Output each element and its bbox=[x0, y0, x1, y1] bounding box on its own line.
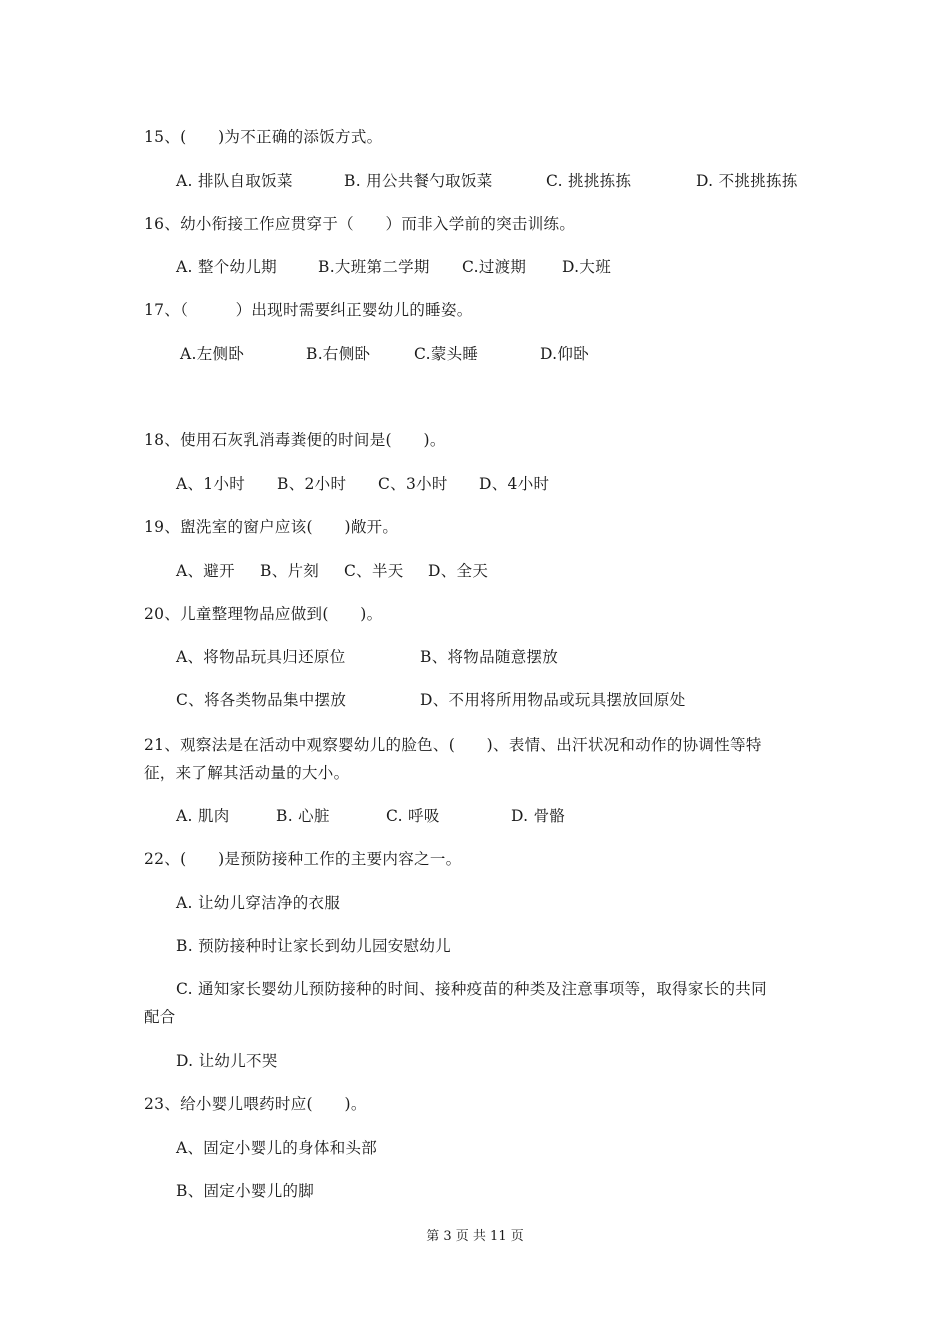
question-22-option-d: D. 让幼儿不哭 bbox=[176, 1052, 278, 1070]
question-21-stem-line-1: 21、观察法是在活动中观察婴幼儿的脸色、( )、表情、出汗状况和动作的协调性等特 bbox=[144, 736, 762, 754]
question-23-option-a: A、固定小婴儿的身体和头部 bbox=[176, 1139, 378, 1157]
question-15-option-c: C. 挑挑拣拣 bbox=[546, 172, 632, 190]
question-16-stem: 16、幼小衔接工作应贯穿于（ ）而非入学前的突击训练。 bbox=[144, 215, 576, 233]
question-16-option-d: D.大班 bbox=[562, 258, 612, 276]
question-20-option-b: B、将物品随意摆放 bbox=[420, 648, 559, 666]
question-15-option-a: A. 排队自取饭菜 bbox=[176, 172, 293, 190]
question-22-option-a: A. 让幼儿穿洁净的衣服 bbox=[176, 894, 341, 912]
question-18-option-d: D、4小时 bbox=[479, 475, 550, 493]
question-18-option-a: A、1小时 bbox=[176, 475, 246, 493]
question-20-option-a: A、将物品玩具归还原位 bbox=[176, 648, 346, 666]
question-17-stem: 17、（ ）出现时需要纠正婴幼儿的睡姿。 bbox=[144, 301, 473, 319]
question-21-option-a: A. 肌肉 bbox=[176, 807, 230, 825]
question-20-option-c: C、将各类物品集中摆放 bbox=[176, 691, 347, 709]
question-23-option-b: B、固定小婴儿的脚 bbox=[176, 1182, 315, 1200]
question-22-stem: 22、( )是预防接种工作的主要内容之一。 bbox=[144, 850, 462, 868]
question-19-stem: 19、盥洗室的窗户应该( )敞开。 bbox=[144, 518, 399, 536]
question-21-option-b: B. 心脏 bbox=[276, 807, 330, 825]
question-23-stem: 23、给小婴儿喂药时应( )。 bbox=[144, 1095, 367, 1113]
question-15-option-b: B. 用公共餐勺取饭菜 bbox=[344, 172, 493, 190]
question-19-option-a: A、避开 bbox=[176, 562, 235, 580]
question-17-option-c: C.蒙头睡 bbox=[414, 345, 479, 363]
page-number-footer: 第 3 页 共 11 页 bbox=[426, 1229, 524, 1244]
question-18-option-b: B、2小时 bbox=[277, 475, 347, 493]
question-17-option-a: A.左侧卧 bbox=[180, 345, 245, 363]
question-17-option-d: D.仰卧 bbox=[540, 345, 590, 363]
question-18-stem: 18、使用石灰乳消毒粪便的时间是( )。 bbox=[144, 431, 446, 449]
question-16-option-c: C.过渡期 bbox=[462, 258, 527, 276]
question-22-option-c-continued: 配合 bbox=[144, 1008, 176, 1026]
question-22-option-b: B. 预防接种时让家长到幼儿园安慰幼儿 bbox=[176, 937, 451, 955]
question-21-option-d: D. 骨骼 bbox=[511, 807, 566, 825]
question-22-option-c: C. 通知家长婴幼儿预防接种的时间、接种疫苗的种类及注意事项等，取得家长的共同 bbox=[176, 980, 767, 998]
question-19-option-b: B、片刻 bbox=[260, 562, 320, 580]
question-15-option-d: D. 不挑挑拣拣 bbox=[696, 172, 798, 190]
question-18-option-c: C、3小时 bbox=[378, 475, 448, 493]
question-20-stem: 20、儿童整理物品应做到( )。 bbox=[144, 605, 383, 623]
question-21-option-c: C. 呼吸 bbox=[386, 807, 440, 825]
question-17-option-b: B.右侧卧 bbox=[306, 345, 371, 363]
question-20-option-d: D、不用将所用物品或玩具摆放回原处 bbox=[420, 691, 686, 709]
question-16-option-a: A. 整个幼儿期 bbox=[176, 258, 277, 276]
question-19-option-c: C、半天 bbox=[344, 562, 404, 580]
question-21-stem-line-2: 征，来了解其活动量的大小。 bbox=[144, 764, 350, 782]
question-16-option-b: B.大班第二学期 bbox=[318, 258, 430, 276]
question-15-stem: 15、( )为不正确的添饭方式。 bbox=[144, 128, 383, 146]
question-19-option-d: D、全天 bbox=[428, 562, 489, 580]
